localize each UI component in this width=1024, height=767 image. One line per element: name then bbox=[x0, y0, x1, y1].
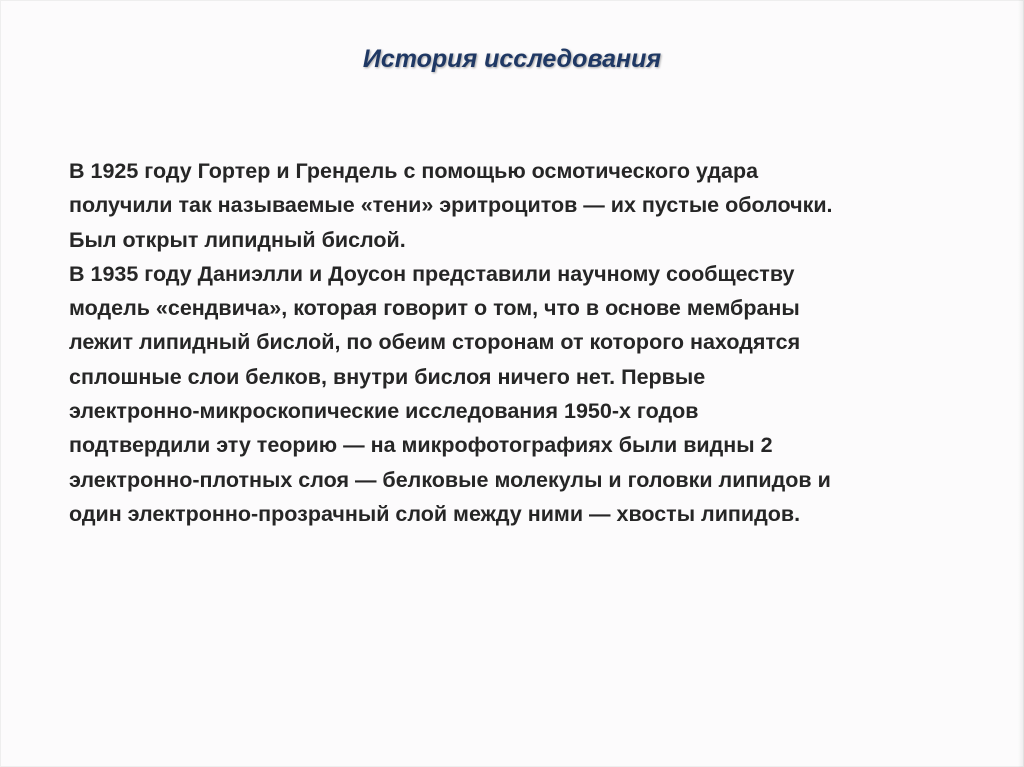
text-line: получили так называемые «тени» эритроцитов — их пустые оболочки. bbox=[69, 193, 833, 218]
text-line: электронно-плотных слоя — белковые молекулы и головки липидов и bbox=[69, 467, 831, 492]
slide-edge-shadow bbox=[1018, 0, 1024, 767]
text-line: лежит липидный бислой, по обеим сторонам от которого находятся bbox=[69, 330, 801, 355]
paragraph-1935 bbox=[69, 257, 959, 531]
slide-body bbox=[69, 154, 959, 531]
slide-title: История исследования bbox=[362, 45, 662, 73]
text-line: В 1925 году Гортер и Грендель с помощью осмотического удара bbox=[69, 159, 759, 183]
text-line: сплошные слои белков, внутри бислоя ничего нет. Первые bbox=[69, 364, 706, 389]
text-line: подтвердили эту теорию — на микрофотографиях были видны 2 bbox=[69, 433, 773, 458]
paragraph-1925 bbox=[69, 154, 959, 257]
text-line: Был открыт липидный бислой. bbox=[69, 227, 406, 252]
text-line: электронно-микроскопические исследования 1950-х годов bbox=[69, 399, 699, 424]
text-line: модель «сендвича», которая говорит о том, что в основе мембраны bbox=[69, 296, 800, 321]
text-line: В 1935 году Даниэлли и Доусон представили научному сообществу bbox=[69, 261, 795, 286]
text-line: один электронно-прозрачный слой между ними — хвосты липидов. bbox=[69, 501, 801, 526]
